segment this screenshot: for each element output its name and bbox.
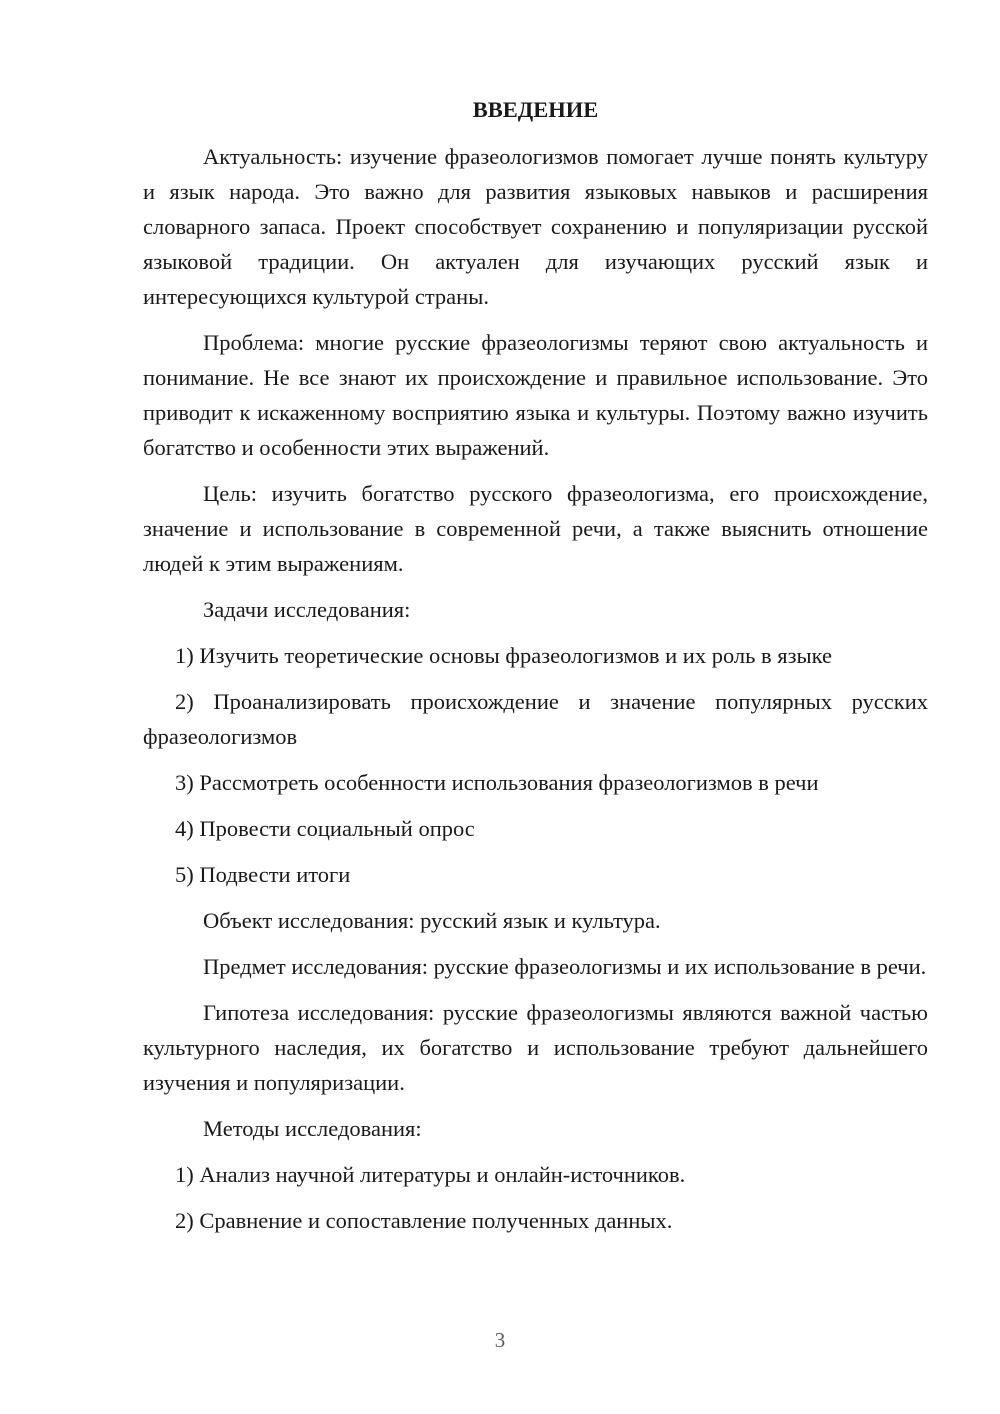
- subject-paragraph: Предмет исследования: русские фразеологизмы и их использование в речи.: [203, 954, 927, 979]
- tasks-heading: Задачи исследования:: [203, 597, 411, 622]
- methods-heading: Методы исследования:: [203, 1116, 422, 1141]
- task-item-5: 5) Подвести итоги: [175, 862, 351, 887]
- method-item-2: 2) Сравнение и сопоставление полученных данных.: [175, 1208, 673, 1233]
- document-page: [143, 92, 928, 1238]
- task-item-1: 1) Изучить теоретические основы фразеологизмов и их роль в языке: [175, 643, 832, 668]
- relevance-paragraph: Актуальность: изучение фразеологизмов помогает лучше понять культуру и язык народа. Это важно для развития языковых навыков и расширения словарного запаса. Проект способствует сохранению и популяризации русской языковой традиции. Он актуален для изучающих русский язык и интересующихся культурой страны.: [143, 144, 928, 309]
- goal-paragraph: Цель: изучить богатство русского фразеологизма, его происхождение, значение и использование в современной речи, а также выяснить отношение людей к этим выражениям.: [143, 481, 928, 576]
- problem-paragraph: Проблема: многие русские фразеологизмы теряют свою актуальность и понимание. Не все знают их происхождение и правильное использование. Это приводит к искаженному восприятию языка и культуры. Поэтому важно изучить богатство и особенности этих выражений.: [143, 330, 928, 460]
- section-title: ВВЕДЕНИЕ: [472, 97, 599, 122]
- hypothesis-paragraph: Гипотеза исследования: русские фразеологизмы являются важной частью культурного наследия, их богатство и использование требуют дальнейшего изучения и популяризации.: [143, 1000, 928, 1095]
- task-item-4: 4) Провести социальный опрос: [175, 816, 475, 841]
- task-item-2: 2) Проанализировать происхождение и значение популярных русских фразеологизмов: [143, 689, 928, 749]
- page-number: 3: [494, 1328, 506, 1352]
- task-item-3: 3) Рассмотреть особенности использования фразеологизмов в речи: [175, 770, 819, 795]
- method-item-1: 1) Анализ научной литературы и онлайн-источников.: [175, 1162, 686, 1187]
- object-paragraph: Объект исследования: русский язык и культура.: [203, 908, 661, 933]
